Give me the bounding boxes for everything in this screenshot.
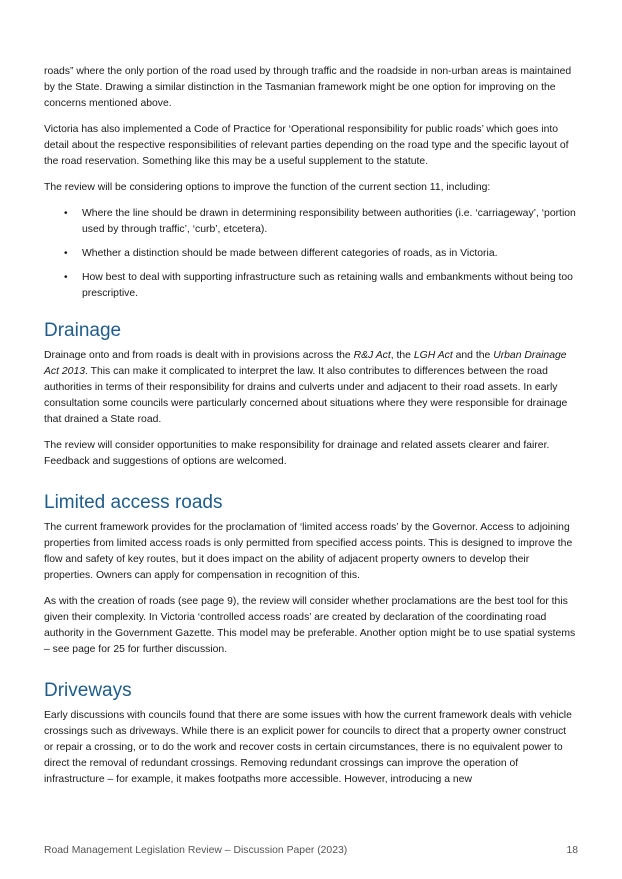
act-name-urban-drainage: Urban Drainage Act 2013 (44, 350, 567, 377)
bullet-icon: • (64, 208, 68, 219)
bullet-icon: • (64, 272, 68, 283)
document-page (44, 64, 578, 798)
section-heading-limited-access: Limited access roads (44, 492, 223, 513)
bullet-icon: • (64, 248, 68, 259)
list-item: • Whether a distinction should be made between different categories of roads, as in Victoria. (44, 246, 578, 262)
section-heading-drainage: Drainage (44, 320, 122, 341)
intro-paragraph-2: Victoria has also implemented a Code of Practice for ‘Operational responsibility for public roads’ which goes into detail about the respective responsibilities of relevant parties depending on the road type and the specific layout of the road reservation. Something like this may be a useful supplement to the statute. (44, 124, 569, 167)
options-list (44, 206, 578, 302)
act-name-lgh: LGH Act (413, 350, 453, 361)
driveways-paragraph-1: Early discussions with councils found that there are some issues with how the current framework deals with vehicle crossings such as driveways. While there is an explicit power for councils to direct that a property owner construct or repair a crossing, or to do the work and recover costs in certain circumstances, there is no equivalent power to direct the removal of redundant crossings. Removing redundant crossings can improve the operation of infrastructure – for example, it makes footpaths more accessible. However, introducing a new (44, 710, 572, 785)
drainage-paragraph-1: Drainage onto and from roads is dealt with in provisions across the R&J Act, the LGH Act and the Urban Drainage Act 2013. This can make it complicated to interpret the law. It also contributes to differences between the road authorities in terms of their responsibility for drains and culverts under and adjacent to their road assets. In early consultation some councils were particularly concerned about situations where they were responsible for drainage that drained a State road. (44, 350, 568, 425)
drainage-paragraph-2: The review will consider opportunities to make responsibility for drainage and related assets clearer and fairer. Feedback and suggestions of options are welcomed. (44, 440, 550, 467)
limited-access-paragraph-1: The current framework provides for the proclamation of ‘limited access roads’ by the Governor. Access to adjoining properties from limited access roads is only permitted from specified access points. This is designed to improve the flow and safety of key routes, but it does impact on the ability of adjacent property owners to develop their properties. Owners can apply for compensation in recognition of this. (44, 522, 573, 581)
footer-title: Road Management Legislation Review – Discussion Paper (2023) (44, 845, 348, 856)
section-heading-driveways: Driveways (44, 680, 132, 701)
limited-access-paragraph-2: As with the creation of roads (see page 9), the review will consider whether proclamations are the best tool for this given their complexity. In Victoria ‘controlled access roads’ are created by declaration of the coordinating road authority in the Government Gazette. This model may be preferable. Another option might be to use spatial systems – see page for 25 for further discussion. (44, 596, 576, 655)
intro-paragraph-3: The review will be considering options to improve the function of the current section 11, including: (44, 182, 491, 193)
list-item: • How best to deal with supporting infrastructure such as retaining walls and embankments without being too prescriptive. (64, 272, 573, 299)
list-item: • Where the line should be drawn in determining responsibility between authorities (i.e. ‘carriageway’, ‘portion used by through traffic’, ‘curb’, etcetera). (64, 208, 576, 235)
intro-paragraph-1: roads” where the only portion of the road used by through traffic and the roadside in non-urban areas is maintained by the State. Drawing a similar distinction in the Tasmanian framework might be one option for improving on the concerns mentioned above. (44, 66, 572, 109)
page-footer (44, 845, 578, 856)
act-name-rj: R&J Act (353, 350, 391, 361)
page-number: 18 (566, 845, 578, 856)
